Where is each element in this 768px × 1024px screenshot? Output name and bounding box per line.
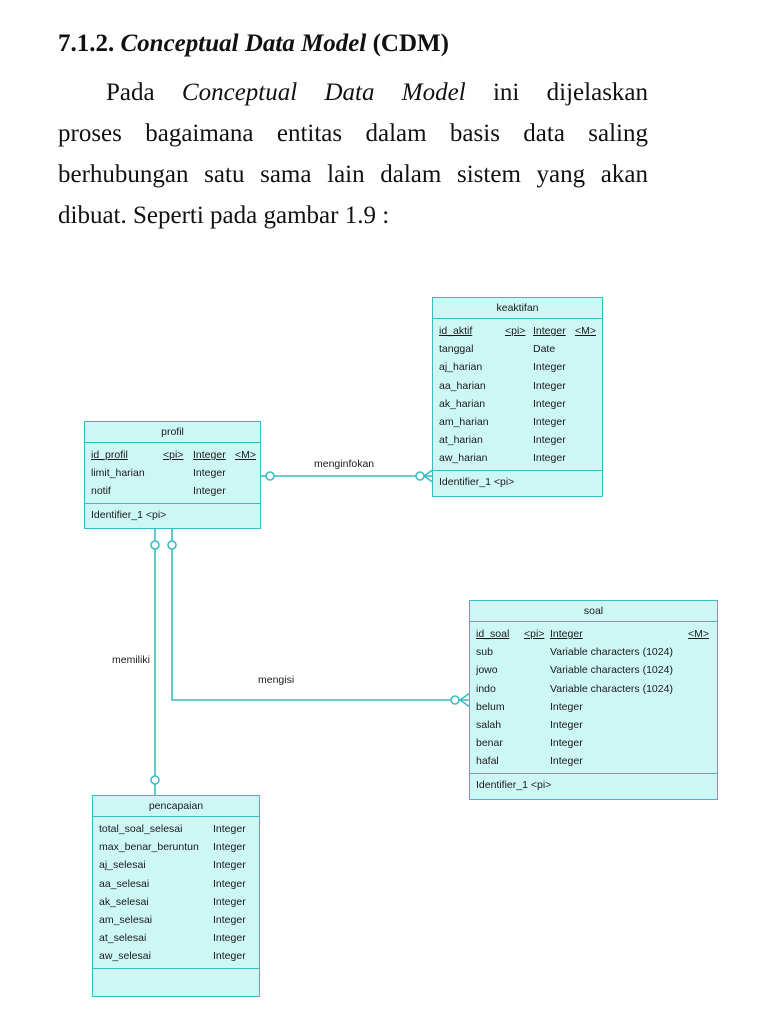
attribute-type: Integer <box>533 452 566 465</box>
attribute-type: Integer <box>533 434 566 447</box>
attribute-name: total_soal_selesai <box>99 823 183 835</box>
attribute-type: Integer <box>213 913 246 926</box>
attribute-type: Integer <box>193 485 226 498</box>
relationship-label-mengisi: mengisi <box>258 674 295 686</box>
cardinality-circle <box>451 696 459 704</box>
entity-identifier: Identifier_1 <pi> <box>476 778 552 791</box>
attribute-row <box>99 929 253 947</box>
attribute-row <box>99 856 253 874</box>
attribute-row <box>99 838 253 856</box>
para-italic: Conceptual Data Model <box>181 79 466 106</box>
paragraph-line-4: dibuat. Seperti pada gambar 1.9 : <box>58 202 390 229</box>
attribute-name: jowo <box>476 664 498 677</box>
entity-title: keaktifan <box>433 298 602 319</box>
attribute-type: Date <box>533 343 556 356</box>
attribute-name: aw_harian <box>439 452 488 465</box>
para-text: ini dijelaskan <box>492 79 649 106</box>
attribute-row <box>439 449 596 467</box>
attribute-name: at_harian <box>439 434 483 447</box>
attribute-tag: <pi> <box>505 325 526 337</box>
attribute-name: am_selesai <box>99 913 153 926</box>
cardinality-circle <box>151 776 159 784</box>
attribute-row <box>91 446 257 464</box>
attribute-type: Integer <box>213 841 246 854</box>
attribute-name: benar <box>476 737 503 750</box>
attribute-row <box>476 698 711 716</box>
attribute-mandatory: <M> <box>235 449 257 461</box>
attribute-name: ak_selesai <box>99 895 149 908</box>
attribute-name: aa_harian <box>439 379 486 392</box>
attribute-name: notif <box>91 485 111 498</box>
attribute-name: tanggal <box>439 343 474 356</box>
attribute-type: Integer <box>193 449 226 461</box>
entity-title: soal <box>470 601 717 622</box>
attribute-row <box>439 340 596 358</box>
entity-pencapaian <box>92 795 260 997</box>
attribute-row <box>439 413 596 431</box>
section-title: Conceptual Data Model <box>120 30 367 57</box>
attribute-mandatory: <M> <box>575 325 597 337</box>
attribute-type: Integer <box>213 823 246 835</box>
attribute-row <box>439 431 596 449</box>
attribute-row <box>476 661 711 679</box>
attribute-type: Integer <box>533 325 566 337</box>
attribute-name: ak_harian <box>439 397 486 410</box>
attribute-type: Integer <box>213 859 246 872</box>
attribute-name: limit_harian <box>91 467 145 480</box>
attribute-name: sub <box>476 646 493 659</box>
attribute-name: aj_selesai <box>99 859 146 872</box>
attribute-name: at_selesai <box>99 932 147 945</box>
entity-title: profil <box>85 422 260 443</box>
attribute-row <box>476 734 711 752</box>
attribute-type: Variable characters (1024) <box>550 682 673 695</box>
attribute-row <box>476 625 711 643</box>
entity-soal <box>469 600 718 800</box>
attribute-type: Integer <box>533 379 566 392</box>
section-abbr: (CDM) <box>372 30 449 57</box>
attribute-name: aa_selesai <box>99 877 150 890</box>
entity-keaktifan <box>432 297 603 497</box>
attribute-row <box>439 358 596 376</box>
paragraph-line-2: proses bagaimana entitas dalam basis data saling <box>58 120 648 147</box>
attribute-tag: <pi> <box>163 449 184 461</box>
attribute-type: Integer <box>213 932 246 945</box>
attribute-row <box>91 482 254 500</box>
attribute-type: Variable characters (1024) <box>550 646 673 659</box>
relationship-label-menginfokan: menginfokan <box>314 458 375 470</box>
attribute-row <box>476 752 711 770</box>
attribute-row <box>439 395 596 413</box>
attribute-name: belum <box>476 700 505 713</box>
attribute-type: Integer <box>550 755 583 768</box>
cardinality-circle <box>416 472 424 480</box>
attribute-type: Integer <box>533 415 566 428</box>
attribute-type: Integer <box>550 718 583 731</box>
attribute-type: Variable characters (1024) <box>550 664 673 677</box>
attribute-row <box>476 643 711 661</box>
attribute-name: max_benar_beruntun <box>99 841 199 854</box>
paragraph-line-3: berhubungan satu sama lain dalam sistem yang akan <box>58 161 648 188</box>
line-mengisi <box>172 528 470 700</box>
relationship-label-memiliki: memiliki <box>112 654 150 666</box>
attribute-tag: <pi> <box>524 628 545 640</box>
entity-attributes <box>470 622 717 774</box>
attribute-name: id_aktif <box>439 325 473 337</box>
attribute-type: Integer <box>213 877 246 890</box>
cardinality-circle <box>266 472 274 480</box>
attribute-type: Integer <box>213 895 246 908</box>
entity-attributes <box>433 319 602 471</box>
entity-attributes <box>93 817 259 969</box>
para-text: Pada <box>106 79 155 106</box>
attribute-mandatory: <M> <box>688 628 710 640</box>
attribute-name: id_profil <box>91 449 128 461</box>
attribute-row <box>99 893 253 911</box>
attribute-row <box>476 716 711 734</box>
attribute-name: indo <box>476 682 496 695</box>
attribute-type: Integer <box>533 361 566 374</box>
entity-identifier: Identifier_1 <pi> <box>91 508 167 521</box>
entity-attributes <box>85 443 260 504</box>
entity-identifier: Identifier_1 <pi> <box>439 475 515 488</box>
attribute-type: Integer <box>193 467 226 480</box>
attribute-row <box>99 911 253 929</box>
attribute-name: hafal <box>476 755 499 768</box>
attribute-type: Integer <box>550 700 583 713</box>
attribute-row <box>99 875 253 893</box>
attribute-type: Integer <box>213 950 246 963</box>
attribute-type: Integer <box>550 737 583 750</box>
attribute-type: Integer <box>533 397 566 410</box>
entity-profil <box>84 421 261 529</box>
attribute-row <box>91 464 254 482</box>
attribute-name: aw_selesai <box>99 950 151 963</box>
attribute-row <box>439 377 596 395</box>
cardinality-circle <box>151 541 159 549</box>
attribute-row <box>476 680 711 698</box>
cardinality-circle <box>168 541 176 549</box>
entity-title: pencapaian <box>93 796 259 817</box>
attribute-name: am_harian <box>439 415 489 428</box>
attribute-row <box>439 322 596 340</box>
attribute-name: aj_harian <box>439 361 483 374</box>
attribute-row <box>99 820 253 838</box>
attribute-name: id_soal <box>476 628 510 640</box>
attribute-name: salah <box>476 718 502 731</box>
attribute-type: Integer <box>550 628 583 640</box>
section-number: 7.1.2. <box>58 30 115 57</box>
attribute-row <box>99 947 253 965</box>
